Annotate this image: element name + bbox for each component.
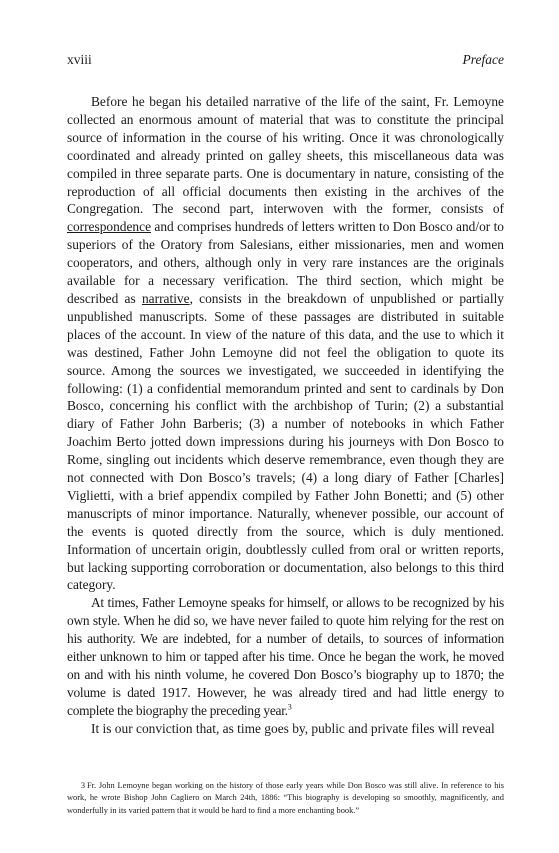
running-title: Preface xyxy=(462,52,504,67)
footnote-text: Fr. John Lemoyne began working on the history of those early years while Don Bosco was still alive. In reference to his work, he wrote Bishop John Cagliero on March 24th, 1886: “This biography is developing so smoothly, magnificently, and wonderfully in its varied pattern that it would be hard to find a more enchanting book.” xyxy=(67,781,504,815)
underlined-term-correspondence: correspondence xyxy=(67,219,152,235)
paragraph-conviction xyxy=(67,720,504,738)
paragraph-text: Before he began his detailed narrative of the life of the saint, Fr. Lemoyne collected an enormous amount of material that was to constitute the principal source of information in the course of his writing. Once it was chronologically coordinated and already printed on galley sheets, this miscellaneous data was compiled in three separate parts. One is documentary in nature, consisting of the reproduction of all official documents then existing in the archives of the Congregation. The second part, interwoven with the former, consists of xyxy=(67,94,504,217)
paragraph-lemoyne-style xyxy=(67,594,504,719)
page-number: xviii xyxy=(67,52,92,67)
paragraph-text: , consists in the breakdown of unpublished or partially unpublished manuscripts. Some of these passages are distributed in suitable places of the account. In view of the nature of this data, and the use to which it was destined, Father John Lemoyne did not feel the obligation to quote its source. Among the sources we investigated, we succeeded in identifying the following: (1) a confidential memorandum printed and sent to cardinals by Don Bosco, concerning his conflict with the archbishop of Turin; (2) a substantial diary of Father John Barberis; (3) a number of notebooks in which Father Joachim Berto jotted down impressions during his journeys with Don Bosco to Rome, singling out incidents which deserve remembrance, even though they are not connected with Don Bosco’s travels; (4) a long diary of Father [Charles] Viglietti, with a brief appendix compiled by Father John Bonetti; and (5) other manuscripts of minor importance. Naturally, whenever possible, our account of the events is quoted directly from the source, which is duly mentioned. Information of uncertain origin, doubtlessly culled from oral or written reports, but lacking supporting corroboration or documentation, also belongs to this third category. xyxy=(67,290,504,593)
running-header xyxy=(67,52,504,68)
body-text xyxy=(67,93,504,738)
paragraph-text: and comprises hundreds of letters written to Don Bosco and/or to superiors of the Oratory from Salesians, either missionaries, men and women cooperators, and others, although only in very rare instances are the originals available for a necessary verification. The third section, which might be described as xyxy=(67,219,504,306)
paragraph-text: At times, Father Lemoyne speaks for himself, or allows to be recognized by his own style. When he did so, we have never failed to quote him relying for the rest on his authority. We are indebted, for a number of details, to sources of information either unknown to him or tapped after his time. Once he began the work, he moved on and with his ninth volume, he covered Don Bosco’s biography up to 1870; the volume is dated 1917. However, he was already tired and had little energy to complete the biography the preceding year. xyxy=(67,595,504,718)
footnote-reference: 3 xyxy=(287,702,292,712)
paragraph-text: It is our conviction that, as time goes by, public and private files will reveal xyxy=(91,720,495,736)
paragraph-sources xyxy=(67,93,504,594)
footnote xyxy=(67,780,504,817)
underlined-term-narrative: narrative xyxy=(141,290,190,306)
footnote-number: 3 xyxy=(80,781,85,790)
